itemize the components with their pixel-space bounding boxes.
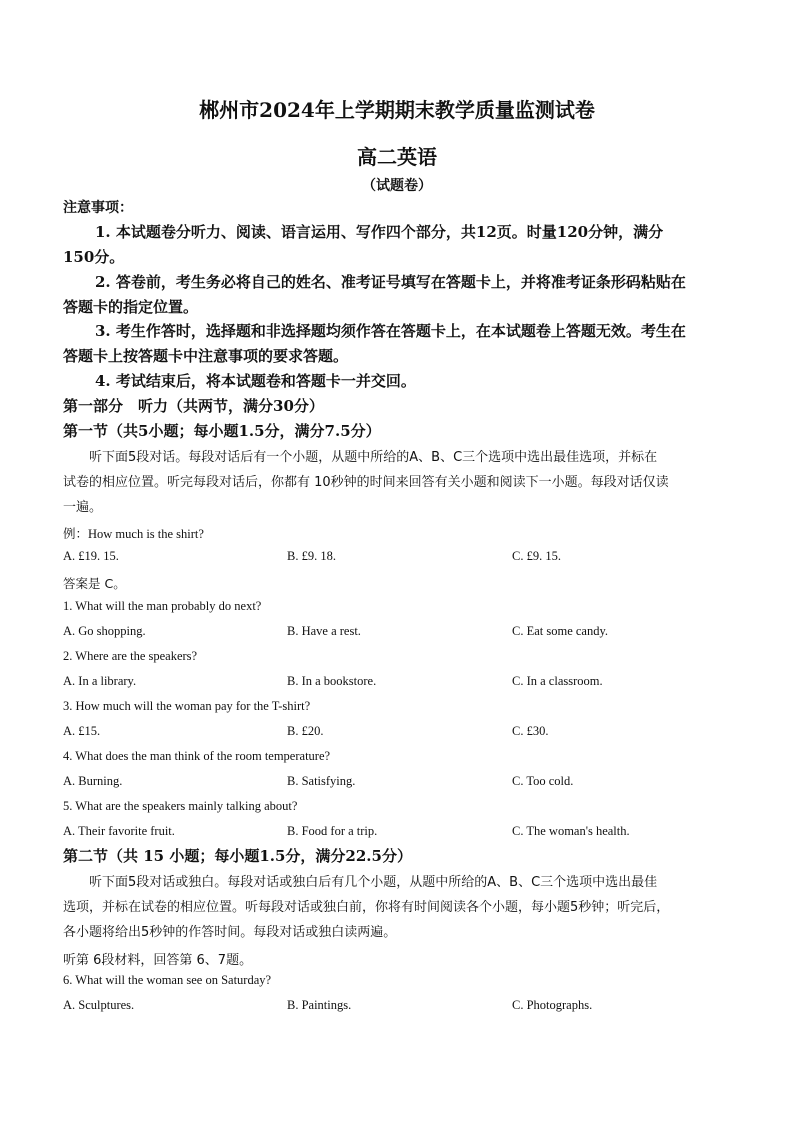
question-3: 3. How much will the woman pay for the T-shirt? [63, 699, 311, 713]
section1-instr-line-2: 试卷的相应位置。听完每段对话后，你都有 10秒钟的时间来回答有关小题和阅读下一小题。每段对话仅读 [63, 475, 669, 490]
question-5: 5. What are the speakers mainly talking about? [63, 799, 298, 813]
section2-instr-line-3: 各小题将给出5秒钟的作答时间。每段对话或独白读两遍。 [63, 925, 397, 940]
section1-instructions [63, 445, 733, 520]
listen-material-6: 听第 6段材料，回答第 6、7题。 [63, 953, 253, 968]
section2-instr-line-1: 听下面5段对话或独白。每段对话或独白后有几个小题，从题中所给的A、B、C三个选项中选出最佳 [89, 875, 658, 890]
notice-item-2b: 答题卡的指定位置。 [63, 298, 199, 316]
q4-option-a: A. Burning. [63, 774, 123, 788]
notice-item-2a: 2. 答卷前，考生务必将自己的姓名、准考证号填写在答题卡上，并将准考证条形码粘贴在 [95, 273, 686, 291]
section1-instr-line-3: 一遍。 [63, 500, 103, 515]
q6-option-c: C. Photographs. [512, 998, 593, 1012]
q3-option-a: A. £15. [63, 724, 101, 738]
section2-instr-line-2: 选项，并标在试卷的相应位置。听每段对话或独白前，你将有时间阅读各个小题，每小题5秒钟；听完后， [63, 900, 670, 915]
notice-item-3a: 3. 考生作答时，选择题和非选择题均须作答在答题卡上，在本试题卷上答题无效。考生在 [95, 322, 686, 340]
notice-heading: 注意事项： [63, 200, 133, 216]
example-answer: 答案是 C。 [63, 576, 126, 591]
part1-heading: 第一部分 听力（共两节，满分30分） [63, 397, 324, 415]
example-option-a: A. £19. 15. [63, 549, 119, 563]
example-option-c: C. £9. 15. [512, 549, 561, 563]
example-question: 例：How much is the shirt? [63, 527, 204, 541]
q6-option-a: A. Sculptures. [63, 998, 135, 1012]
q1-option-a: A. Go shopping. [63, 624, 146, 638]
question-6: 6. What will the woman see on Saturday? [63, 973, 272, 987]
question-2: 2. Where are the speakers? [63, 649, 198, 663]
section1-instr-line-1: 听下面5段对话。每段对话后有一个小题，从题中所给的A、B、C三个选项中选出最佳选项，并标在 [89, 450, 658, 465]
q4-option-c: C. Too cold. [512, 774, 574, 788]
section2-heading: 第二节（共 15 小题；每小题1.5分，满分22.5分） [63, 847, 412, 865]
exam-paper-type: （试题卷） [362, 178, 432, 194]
q2-option-b: B. In a bookstore. [287, 674, 377, 688]
example-option-b: B. £9. 18. [287, 549, 336, 563]
q5-option-c: C. The woman's health. [512, 824, 630, 838]
q1-option-c: C. Eat some candy. [512, 624, 609, 638]
q4-option-b: B. Satisfying. [287, 774, 356, 788]
q5-option-b: B. Food for a trip. [287, 824, 378, 838]
question-4: 4. What does the man think of the room temperature? [63, 749, 331, 763]
section1-heading: 第一节（共5小题；每小题1.5分，满分7.5分） [63, 422, 381, 440]
notice-item-3b: 答题卡上按答题卡中注意事项的要求答题。 [63, 347, 349, 365]
q3-option-b: B. £20. [287, 724, 324, 738]
notice-item-1a: 1. 本试题卷分听力、阅读、语言运用、写作四个部分，共12页。时量120分钟，满分 [95, 223, 664, 241]
notice-item-4: 4. 考试结束后，将本试题卷和答题卡一并交回。 [95, 372, 416, 390]
exam-subject: 高二英语 [357, 145, 437, 169]
q2-option-c: C. In a classroom. [512, 674, 603, 688]
exam-title: 郴州市2024年上学期期末教学质量监测试卷 [199, 98, 595, 122]
q3-option-c: C. £30. [512, 724, 549, 738]
question-1: 1. What will the man probably do next? [63, 599, 262, 613]
q2-option-a: A. In a library. [63, 674, 137, 688]
notice-item-1b: 150分。 [63, 248, 125, 266]
q6-option-b: B. Paintings. [287, 998, 352, 1012]
q1-option-b: B. Have a rest. [287, 624, 361, 638]
section2-instructions [63, 870, 733, 945]
q5-option-a: A. Their favorite fruit. [63, 824, 175, 838]
